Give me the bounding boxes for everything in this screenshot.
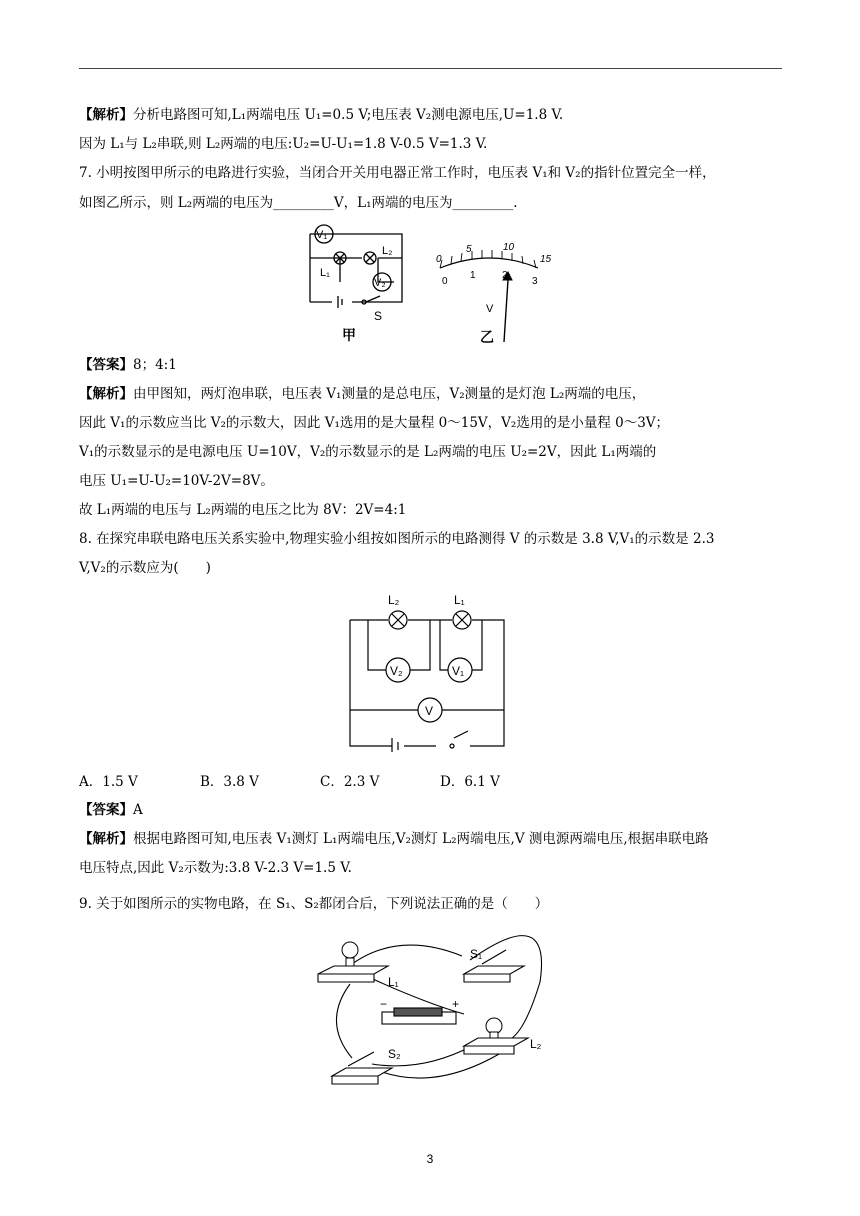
label-l2: L₂ <box>382 245 393 257</box>
q8-option-a: A．1.5 V <box>79 774 138 790</box>
q8-option-b: B．3.8 V <box>200 774 259 790</box>
q9-figure <box>312 922 552 1088</box>
meter-top-tick-10: 10 <box>503 242 515 253</box>
q8-label-v1: V₁ <box>452 664 465 678</box>
q8-option-c: C．2.3 V <box>320 774 380 790</box>
q9-label-minus: − <box>380 997 388 1011</box>
q7-analysis-line1: 【解析】由甲图知，两灯泡串联，电压表 V₁测量的是总电压，V₂测量的是灯泡 L₂两端的电压， <box>79 386 646 402</box>
q9-label-plus: + <box>452 997 460 1011</box>
meter-top-tick-5: 5 <box>466 244 472 255</box>
q7-stem-line2: 如图乙所示，则 L₂两端的电压为_________V，L₁两端的电压为_________. <box>79 195 518 211</box>
meter-top-tick-0: 0 <box>436 254 442 265</box>
q7-analysis-line3: V₁的示数显示的是电源电压 U=10V，V₂的示数显示的是 L₂两端的电压 U₂=2V，因此 L₁两端的 <box>79 444 657 460</box>
meter-unit: V <box>486 303 494 315</box>
meter-top-tick-15: 15 <box>540 254 552 265</box>
q6-analysis-line1: 【解析】分析电路图可知,L₁两端电压 U₁=0.5 V;电压表 V₂测电源电压,U=1.8 V. <box>79 107 564 123</box>
q9-label-l2: L₂ <box>530 1037 542 1051</box>
q8-label-l2: L₂ <box>388 593 400 607</box>
q7-analysis-line2: 因此 V₁的示数应当比 V₂的示数大，因此 V₁选用的是大量程 0～15V，V₂选用的是小量程 0～3V； <box>79 415 670 431</box>
label-v2: V₂ <box>374 277 386 289</box>
q8-option-d: D．6.1 V <box>440 774 500 790</box>
label-yi: 乙 <box>480 329 494 345</box>
q7-analysis-line5: 故 L₁两端的电压与 L₂两端的电压之比为 8V：2V=4:1 <box>79 502 407 518</box>
q9-label-s1: S₁ <box>470 947 483 961</box>
q8-figure <box>340 588 520 752</box>
meter-bottom-tick-1: 1 <box>470 270 476 281</box>
q8-label-v2: V₂ <box>390 664 403 678</box>
label-jia: 甲 <box>342 327 356 343</box>
q8-answer: 【答案】A <box>79 802 143 818</box>
q7-figure <box>290 222 580 346</box>
label-l1: L₁ <box>320 267 330 279</box>
q7-analysis-line4: 电压 U₁=U-U₂=10V-2V=8V。 <box>79 473 274 489</box>
q7-stem-line1: 7. 小明按图甲所示的电路进行实验，当闭合开关用电器正常工作时，电压表 V₁和 V₂的指针位置完全一样， <box>79 165 716 181</box>
q8-stem-line2: V,V₂的示数应为( ) <box>79 560 211 576</box>
page-number: 3 <box>426 1152 434 1166</box>
q7-answer: 【答案】8；4:1 <box>79 357 177 373</box>
label-v1: V₁ <box>316 229 328 241</box>
meter-bottom-tick-0: 0 <box>442 276 448 287</box>
meter-bottom-tick-2: 2 <box>502 270 508 281</box>
q6-analysis-line2: 因为 L₁与 L₂串联,则 L₂两端的电压:U₂=U-U₁=1.8 V-0.5 V=1.3 V. <box>79 136 488 152</box>
q9-stem: 9. 关于如图所示的实物电路，在 S₁、S₂都闭合后，下列说法正确的是（ ） <box>79 896 549 912</box>
q8-label-l1: L₁ <box>454 593 465 607</box>
meter-bottom-tick-3: 3 <box>532 276 538 287</box>
q9-label-l1: L₁ <box>388 975 399 989</box>
q8-label-v: V <box>425 704 434 718</box>
header-rule <box>79 68 782 69</box>
label-s: S <box>374 309 383 323</box>
q8-stem-line1: 8. 在探究串联电路电压关系实验中,物理实验小组按如图所示的电路测得 V 的示数是 3.8 V,V₁的示数是 2.3 <box>79 531 715 547</box>
q8-analysis-line1: 【解析】根据电路图可知,电压表 V₁测灯 L₁两端电压,V₂测灯 L₂两端电压,V 测电源两端电压,根据串联电路 <box>79 831 709 847</box>
q9-label-s2: S₂ <box>388 1047 401 1061</box>
q8-analysis-line2: 电压特点,因此 V₂示数为:3.8 V-2.3 V=1.5 V. <box>79 860 352 876</box>
